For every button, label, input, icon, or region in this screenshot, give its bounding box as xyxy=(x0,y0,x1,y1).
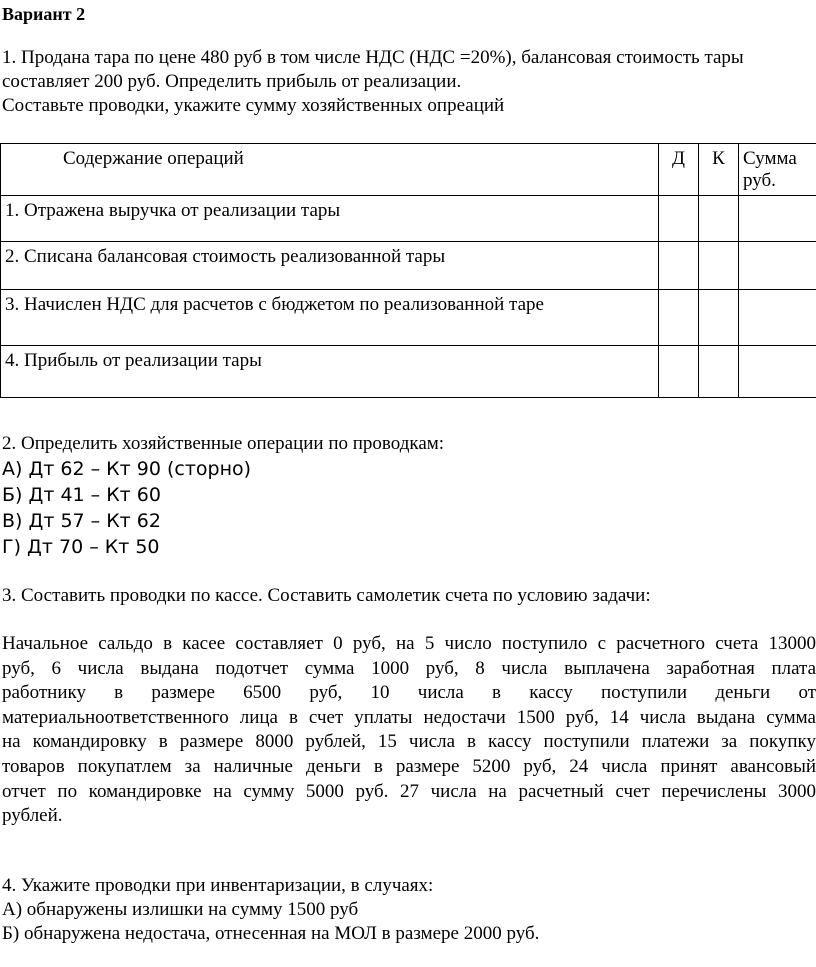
task3-text xyxy=(2,632,816,829)
row-debit xyxy=(659,346,699,398)
task3-line: отчет по командировке на сумму 5000 руб. 27 числа на расчетный счет перечислены 3000 xyxy=(2,780,816,802)
task1-line-2: составляет 200 руб. Определить прибыль от реализации. xyxy=(2,71,462,92)
table-row xyxy=(1,196,816,242)
table-row xyxy=(1,242,816,290)
task1-line-3: Составьте проводки, укажите сумму хозяйственных опреаций xyxy=(2,95,505,116)
row-sum xyxy=(739,196,816,242)
task3-title: 3. Составить проводки по кассе. Составить самолетик счета по условию задачи: xyxy=(2,585,651,606)
header-content: Содержание операций xyxy=(1,144,659,196)
task2-item-a: А) Дт 62 – Кт 90 (сторно) xyxy=(2,458,252,480)
row-debit xyxy=(659,196,699,242)
task4-title: 4. Укажите проводки при инвентаризации, в случаях: xyxy=(2,875,434,896)
table-header-row xyxy=(1,144,816,196)
task3-line: материальноответственного лица в счет уплаты недостачи 1500 руб, 14 числа выдана сумма xyxy=(2,706,816,728)
variant-title: Вариант 2 xyxy=(2,4,86,24)
task2-item-c: В) Дт 57 – Кт 62 xyxy=(2,510,161,532)
task2-item-d: Г) Дт 70 – Кт 50 xyxy=(2,536,160,558)
operations-table xyxy=(0,143,816,398)
header-debit: Д xyxy=(659,144,699,196)
task3-line: Начальное сальдо в касее составляет 0 руб, на 5 число поступило с расчетного счета 13000 xyxy=(2,633,816,654)
task4-item-b: Б) обнаружена недостача, отнесенная на МОЛ в размере 2000 руб. xyxy=(2,923,540,944)
task2-title: 2. Определить хозяйственные операции по проводкам: xyxy=(2,433,445,454)
task1-line-1: 1. Продана тара по цене 480 руб в том числе НДС (НДС =20%), балансовая стоимость тары xyxy=(2,47,744,68)
row-credit xyxy=(699,242,739,290)
header-credit: К xyxy=(699,144,739,196)
row-debit xyxy=(659,242,699,290)
task3-line: руб, 6 числа выдана подотчет сумма 1000 руб, 8 числа выплачена заработная плата xyxy=(2,657,816,679)
row-content: 1. Отражена выручка от реализации тары xyxy=(1,196,659,242)
table-row xyxy=(1,290,816,346)
row-content: 2. Списана балансовая стоимость реализованной тары xyxy=(1,242,659,290)
task3-line: рублей. xyxy=(2,805,63,827)
row-content: 3. Начислен НДС для расчетов с бюджетом по реализованной таре xyxy=(1,290,659,346)
task3-line: на командировку в размере 8000 рублей, 15 числа в кассу поступили платежи за покупку xyxy=(2,731,816,753)
header-sum-line1: Сумма xyxy=(743,148,797,169)
row-credit xyxy=(699,196,739,242)
row-sum xyxy=(739,346,816,398)
row-content: 4. Прибыль от реализации тары xyxy=(1,346,659,398)
row-sum xyxy=(739,242,816,290)
task2-item-b: Б) Дт 41 – Кт 60 xyxy=(2,484,161,506)
row-sum xyxy=(739,290,816,346)
table-row xyxy=(1,346,816,398)
row-credit xyxy=(699,346,739,398)
header-sum-line2: руб. xyxy=(743,170,776,191)
header-sum xyxy=(739,144,816,196)
row-credit xyxy=(699,290,739,346)
task4-item-a: А) обнаружены излишки на сумму 1500 руб xyxy=(2,899,359,920)
task3-line: товаров покупатлем за наличные деньги в размере 5200 руб, 24 числа принят авансовый xyxy=(2,755,816,777)
row-debit xyxy=(659,290,699,346)
task3-line: работнику в размере 6500 руб, 10 числа в кассу поступили деньги от xyxy=(2,682,816,704)
